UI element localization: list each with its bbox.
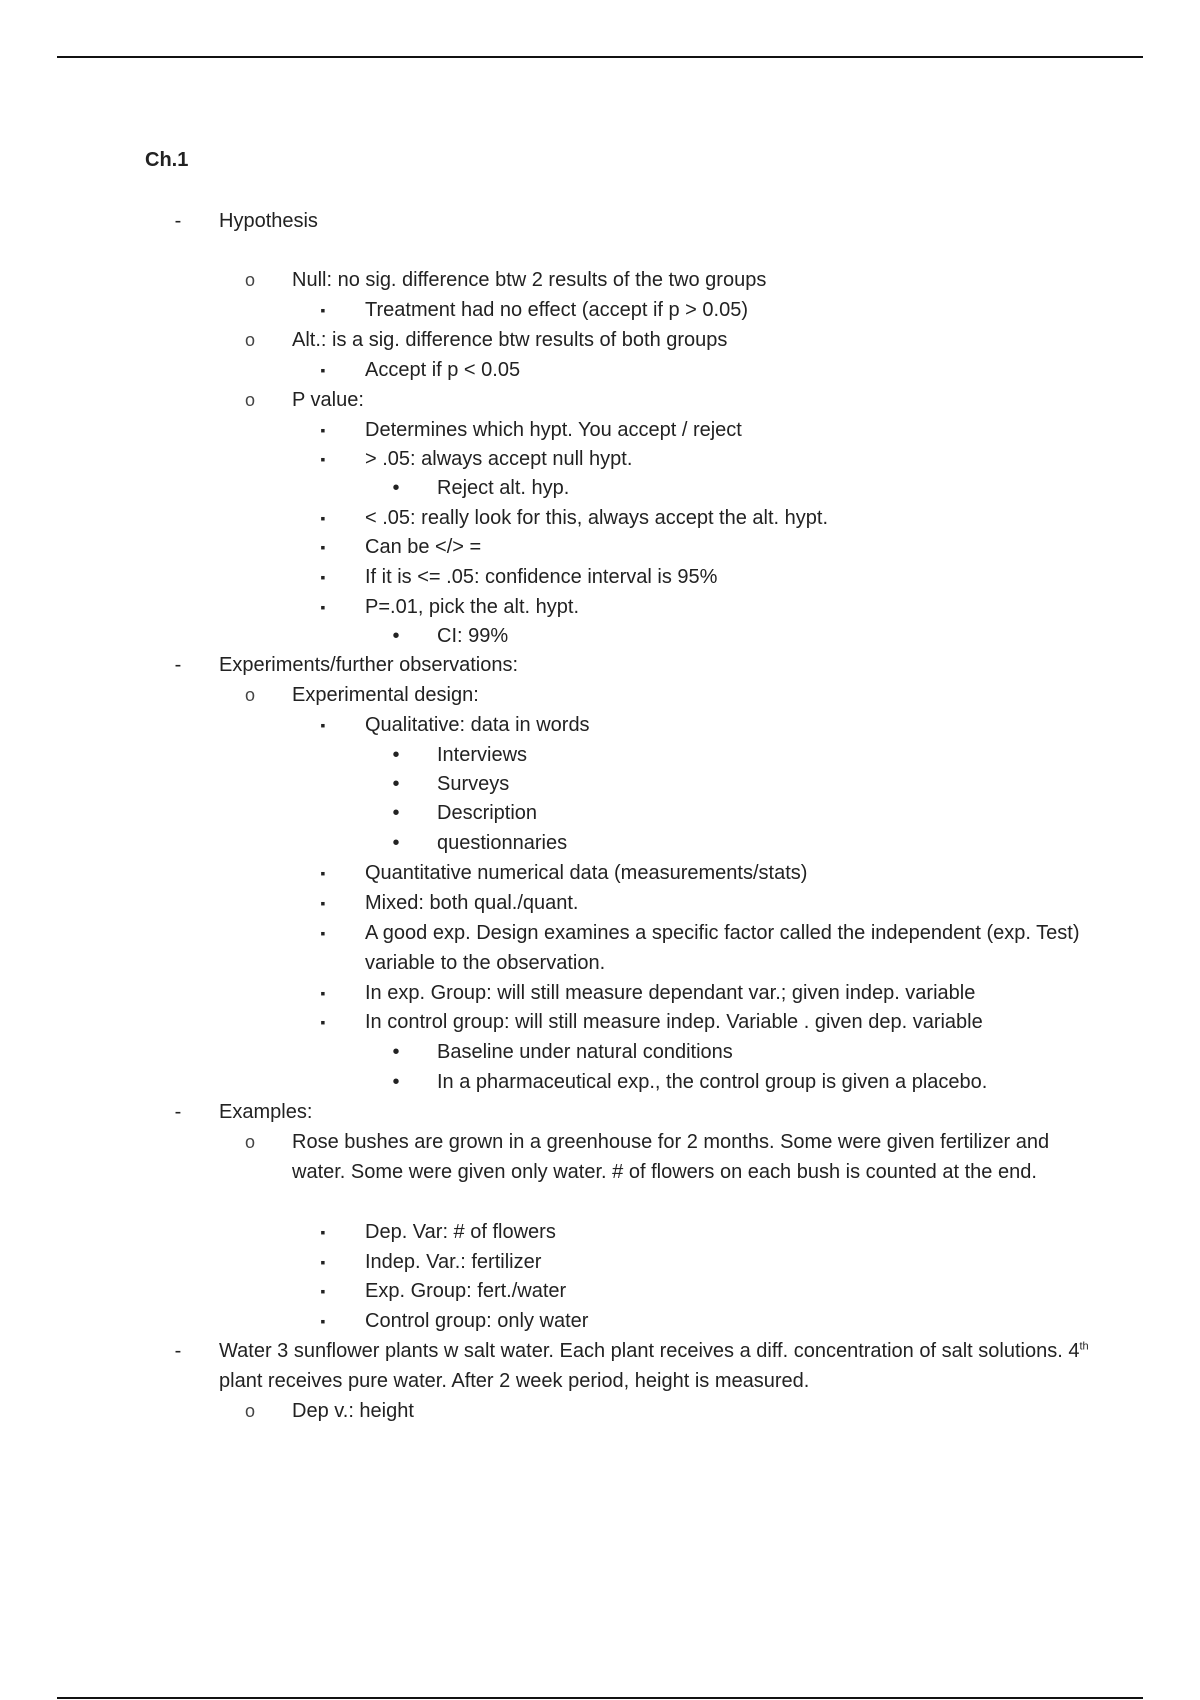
- outline-item-level-3: In exp. Group: will still measure dependant var.; given indep. variable: [365, 982, 976, 1004]
- outline-item-level-4: Baseline under natural conditions: [437, 1041, 733, 1063]
- outline-text: plant receives pure water. After 2 week period, height is measured.: [219, 1370, 810, 1392]
- square-bullet: ▪: [320, 451, 326, 467]
- dot-bullet: •: [392, 477, 400, 499]
- square-bullet: ▪: [320, 865, 326, 881]
- square-bullet: ▪: [320, 362, 326, 378]
- outline-item-level-3: Qualitative: data in words: [365, 714, 590, 736]
- outline-item-level-2: Experimental design:: [292, 684, 479, 706]
- outline-item-level-2: P value:: [292, 389, 364, 411]
- footer-rule: [57, 1697, 1143, 1699]
- outline-item-level-1: Hypothesis: [219, 210, 318, 232]
- header-rule: [57, 56, 1143, 58]
- circle-bullet: o: [244, 390, 255, 410]
- outline-item-level-4: Reject alt. hyp.: [437, 477, 570, 499]
- circle-bullet: o: [244, 1401, 255, 1421]
- outline-item-level-3: Accept if p < 0.05: [365, 359, 521, 381]
- square-bullet: ▪: [320, 422, 326, 438]
- circle-bullet: o: [244, 270, 255, 290]
- outline-text: Water 3 sunflower plants w salt water. Each plant receives a diff. concentration of salt solutions. 4: [219, 1340, 1080, 1362]
- outline-item-level-3: Dep. Var: # of flowers: [365, 1221, 556, 1243]
- outline-item-level-3: P=.01, pick the alt. hypt.: [365, 596, 580, 618]
- square-bullet: ▪: [320, 539, 326, 555]
- circle-bullet: o: [244, 1132, 255, 1152]
- outline-item-level-3: Determines which hypt. You accept / reject: [365, 419, 742, 441]
- page-title: Ch.1: [145, 149, 189, 171]
- outline-item-level-3: If it is <= .05: confidence interval is 95%: [365, 566, 718, 588]
- outline-item-level-3: < .05: really look for this, always accept the alt. hypt.: [365, 507, 829, 529]
- outline-item-level-3: Can be </> =: [365, 536, 482, 558]
- square-bullet: ▪: [320, 599, 326, 615]
- dot-bullet: •: [392, 1071, 400, 1093]
- square-bullet: ▪: [320, 717, 326, 733]
- outline-item-level-4: Surveys: [437, 773, 510, 795]
- dash-bullet: -: [174, 210, 182, 232]
- square-bullet: ▪: [320, 1014, 326, 1030]
- outline-item-level-1: Examples:: [219, 1101, 313, 1123]
- dot-bullet: •: [392, 773, 400, 795]
- outline-item-level-4: Interviews: [437, 744, 528, 766]
- outline-item-level-3: > .05: always accept null hypt.: [365, 448, 633, 470]
- outline-item-level-4: questionnaries: [437, 832, 568, 854]
- outline-item-level-3: A good exp. Design examines a specific factor called the independent (exp. Test) variable to the observation.: [365, 922, 1080, 974]
- outline-item-level-4: In a pharmaceutical exp., the control group is given a placebo.: [437, 1071, 988, 1093]
- circle-bullet: o: [244, 685, 255, 705]
- outline-item-level-2: Dep v.: height: [292, 1400, 414, 1422]
- dot-bullet: •: [392, 832, 400, 854]
- outline-item-level-2: Alt.: is a sig. difference btw results of both groups: [292, 329, 728, 351]
- outline-item-level-2: Null: no sig. difference btw 2 results of the two groups: [292, 269, 767, 291]
- dash-bullet: -: [174, 1340, 182, 1362]
- dash-bullet: -: [174, 1101, 182, 1123]
- square-bullet: ▪: [320, 1254, 326, 1270]
- outline-item-level-3: Exp. Group: fert./water: [365, 1280, 567, 1302]
- square-bullet: ▪: [320, 895, 326, 911]
- outline-item-level-3: Control group: only water: [365, 1310, 589, 1332]
- square-bullet: ▪: [320, 1283, 326, 1299]
- square-bullet: ▪: [320, 985, 326, 1001]
- dash-bullet: -: [174, 654, 182, 676]
- square-bullet: ▪: [320, 569, 326, 585]
- dot-bullet: •: [392, 744, 400, 766]
- outline-item-level-3: In control group: will still measure indep. Variable . given dep. variable: [365, 1011, 983, 1033]
- outline-item-level-4: Description: [437, 802, 538, 824]
- square-bullet: ▪: [320, 510, 326, 526]
- ordinal-superscript: th: [1079, 1340, 1089, 1353]
- dot-bullet: •: [392, 625, 400, 647]
- outline-item-level-3: Treatment had no effect (accept if p > 0.05): [365, 299, 748, 321]
- square-bullet: ▪: [320, 302, 326, 318]
- square-bullet: ▪: [320, 1313, 326, 1329]
- outline-item-level-3: Indep. Var.: fertilizer: [365, 1251, 542, 1273]
- outline-item-level-3: Quantitative numerical data (measurements/stats): [365, 862, 808, 884]
- outline-item-level-2: Rose bushes are grown in a greenhouse for 2 months. Some were given fertilizer and water. Some were given only water. # of flowers on each bush is counted at the end.: [292, 1131, 1050, 1183]
- dot-bullet: •: [392, 1041, 400, 1063]
- outline-item-level-4: CI: 99%: [437, 625, 509, 647]
- square-bullet: ▪: [320, 925, 326, 941]
- circle-bullet: o: [244, 330, 255, 350]
- outline-item-level-3: Mixed: both qual./quant.: [365, 892, 579, 914]
- dot-bullet: •: [392, 802, 400, 824]
- square-bullet: ▪: [320, 1224, 326, 1240]
- outline-item-level-1: [219, 1336, 1090, 1396]
- outline-item-level-1: Experiments/further observations:: [219, 654, 519, 676]
